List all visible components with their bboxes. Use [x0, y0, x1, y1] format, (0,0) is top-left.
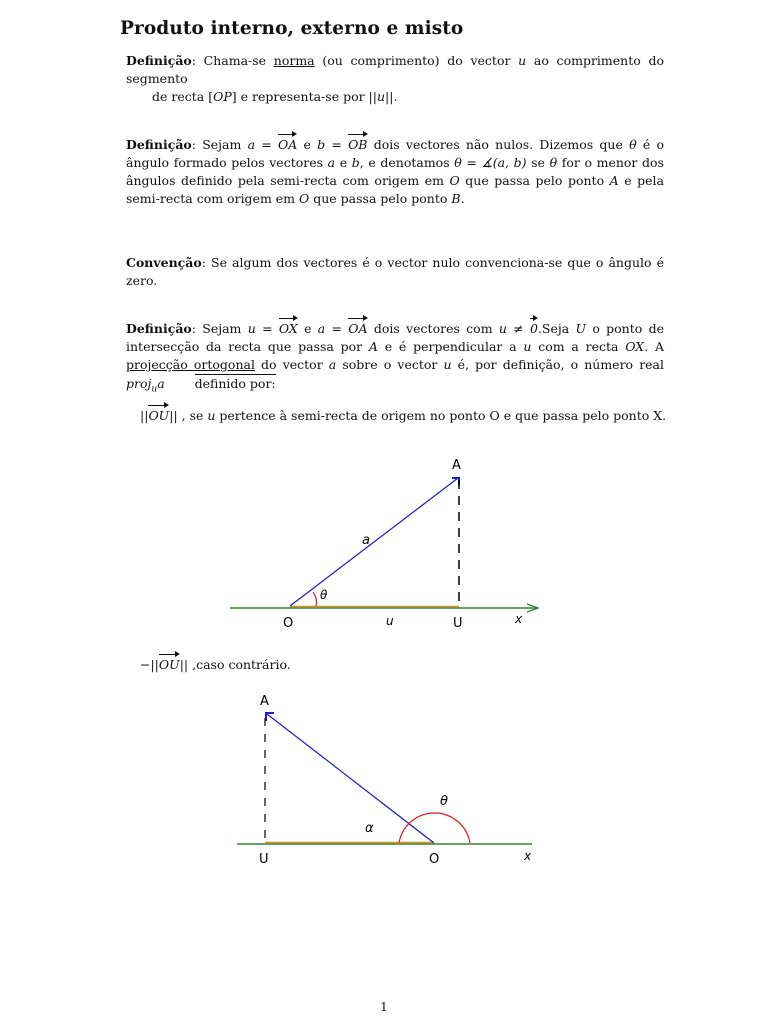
- label-U: U: [259, 852, 269, 867]
- convencao: Convenção: Se algum dos vectores é o vector nulo convenciona-se que o ângulo é zero.: [126, 255, 664, 288]
- case-negative: −||OU|| ,caso contrário.: [140, 654, 291, 674]
- vector-ob: OB: [348, 134, 367, 154]
- label-x: x: [515, 612, 523, 626]
- label-U: U: [453, 616, 463, 631]
- definition-label: Definição: [126, 321, 192, 336]
- label-a: a: [362, 533, 370, 548]
- label-x: x: [524, 849, 532, 863]
- definition-norma: Definição: Chama-se norma (ou comprimento) do vector u ao comprimento do segmento de recta [OP] e representa-se por ||u||.: [126, 53, 664, 104]
- page-title: Produto interno, externo e misto: [120, 18, 464, 39]
- convention-label: Convenção: [126, 255, 202, 270]
- label-O: O: [283, 616, 294, 631]
- label-u: u: [386, 614, 394, 628]
- term-projeccao-ortogonal: projecção ortogonal: [126, 357, 255, 372]
- label-theta: θ: [320, 588, 328, 602]
- vector-ou: OU: [159, 654, 180, 674]
- case-positive: ||OU|| , se u pertence à semi-recta de origem no ponto O e que passa pelo ponto X.: [140, 405, 666, 425]
- label-O: O: [429, 852, 440, 867]
- definition-label: Definição: [126, 53, 192, 68]
- label-A: A: [260, 694, 269, 709]
- label-A: A: [452, 458, 461, 473]
- label-alpha: α: [365, 821, 374, 836]
- vector-oa: OA: [278, 134, 297, 154]
- definition-label: Definição: [126, 137, 192, 152]
- vector-zero: 0: [530, 318, 538, 338]
- vector-oa: OA: [348, 318, 367, 338]
- angle-theta-arc: [399, 813, 470, 843]
- proj-symbol: proj$_u$a: [126, 376, 165, 395]
- label-theta: θ: [440, 794, 448, 809]
- definition-angulo: Definição: Sejam a = OA e b = OB dois vectores não nulos. Dizemos que θ é o ângulo formado pelos vectores a e b, e denotamos θ = ∡(a, b) se θ for o menor dos ângulos definido pela semi-recta com origem em O que passa pelo ponto A e pela semi-recta com origem em O que passa pelo ponto B.: [126, 134, 664, 208]
- definition-projeccao: Definição: Sejam u = OX e a = OA dois vectores com u ≠ 0.Seja U o ponto de intersecção da recta que passa por A e é perpendicular a u com a recta OX. A projecção ortogonal do vector a sobre o vector u é, por definição, o número real proj$_u$a definido por:: [126, 318, 664, 399]
- page-number: 1: [380, 1000, 388, 1014]
- vector-ou: OU: [148, 405, 169, 425]
- vector-ox: OX: [279, 318, 298, 338]
- term-norma: norma: [273, 53, 315, 68]
